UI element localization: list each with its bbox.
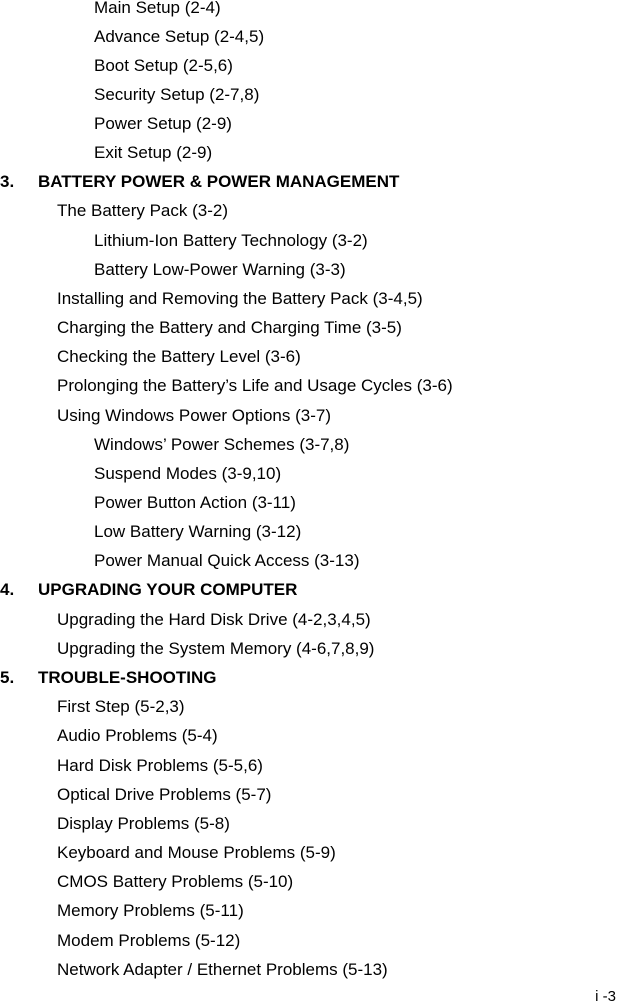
toc-item-low-power-warning: Battery Low-Power Warning (3-3) (94, 260, 346, 279)
toc-item-windows-power-options: Using Windows Power Options (3-7) (57, 406, 331, 425)
toc-item-security-setup: Security Setup (2-7,8) (94, 85, 260, 104)
toc-item-keyboard-mouse-problems: Keyboard and Mouse Problems (5-9) (57, 843, 336, 862)
toc-item-hard-disk-problems: Hard Disk Problems (5-5,6) (57, 756, 263, 775)
toc-item-suspend-modes: Suspend Modes (3-9,10) (94, 464, 282, 483)
toc-item-cmos-battery-problems: CMOS Battery Problems (5-10) (57, 872, 294, 891)
section-title: BATTERY POWER & POWER MANAGEMENT (38, 172, 400, 191)
toc-item-installing-battery: Installing and Removing the Battery Pack (3-4,5) (57, 289, 423, 308)
toc-item-battery-pack: The Battery Pack (3-2) (57, 201, 229, 220)
toc-item-network-problems: Network Adapter / Ethernet Problems (5-13) (57, 960, 388, 979)
section-title: UPGRADING YOUR COMPUTER (38, 580, 298, 599)
section-number: 4. (0, 580, 15, 599)
toc-item-power-setup: Power Setup (2-9) (94, 114, 232, 133)
toc-item-charging: Charging the Battery and Charging Time (3-5) (57, 318, 402, 337)
section-number: 5. (0, 668, 15, 687)
toc-item-optical-drive-problems: Optical Drive Problems (5-7) (57, 785, 272, 804)
toc-item-power-button-action: Power Button Action (3-11) (94, 493, 296, 512)
toc-item-audio-problems: Audio Problems (5-4) (57, 726, 218, 745)
section-number: 3. (0, 172, 15, 191)
toc-item-upgrade-memory: Upgrading the System Memory (4-6,7,8,9) (57, 639, 375, 658)
toc-item-lithium-ion: Lithium-Ion Battery Technology (3-2) (94, 231, 368, 250)
toc-item-memory-problems: Memory Problems (5-11) (57, 901, 244, 920)
toc-item-prolonging-life: Prolonging the Battery’s Life and Usage Cycles (3-6) (57, 376, 453, 395)
toc-item-low-battery-warning: Low Battery Warning (3-12) (94, 522, 302, 541)
toc-item-upgrade-hdd: Upgrading the Hard Disk Drive (4-2,3,4,5) (57, 610, 371, 629)
toc-item-modem-problems: Modem Problems (5-12) (57, 931, 241, 950)
toc-item-quick-access: Power Manual Quick Access (3-13) (94, 551, 360, 570)
section-title: TROUBLE-SHOOTING (38, 668, 217, 687)
toc-item-display-problems: Display Problems (5-8) (57, 814, 230, 833)
toc-item-first-step: First Step (5-2,3) (57, 697, 185, 716)
toc-item-advance-setup: Advance Setup (2-4,5) (94, 27, 265, 46)
toc-item-exit-setup: Exit Setup (2-9) (94, 143, 213, 162)
toc-item-boot-setup: Boot Setup (2-5,6) (94, 56, 233, 75)
toc-item-checking-level: Checking the Battery Level (3-6) (57, 347, 301, 366)
toc-item-power-schemes: Windows’ Power Schemes (3-7,8) (94, 435, 350, 454)
page-number: i -3 (595, 988, 616, 1005)
toc-item-main-setup: Main Setup (2-4) (94, 0, 221, 17)
